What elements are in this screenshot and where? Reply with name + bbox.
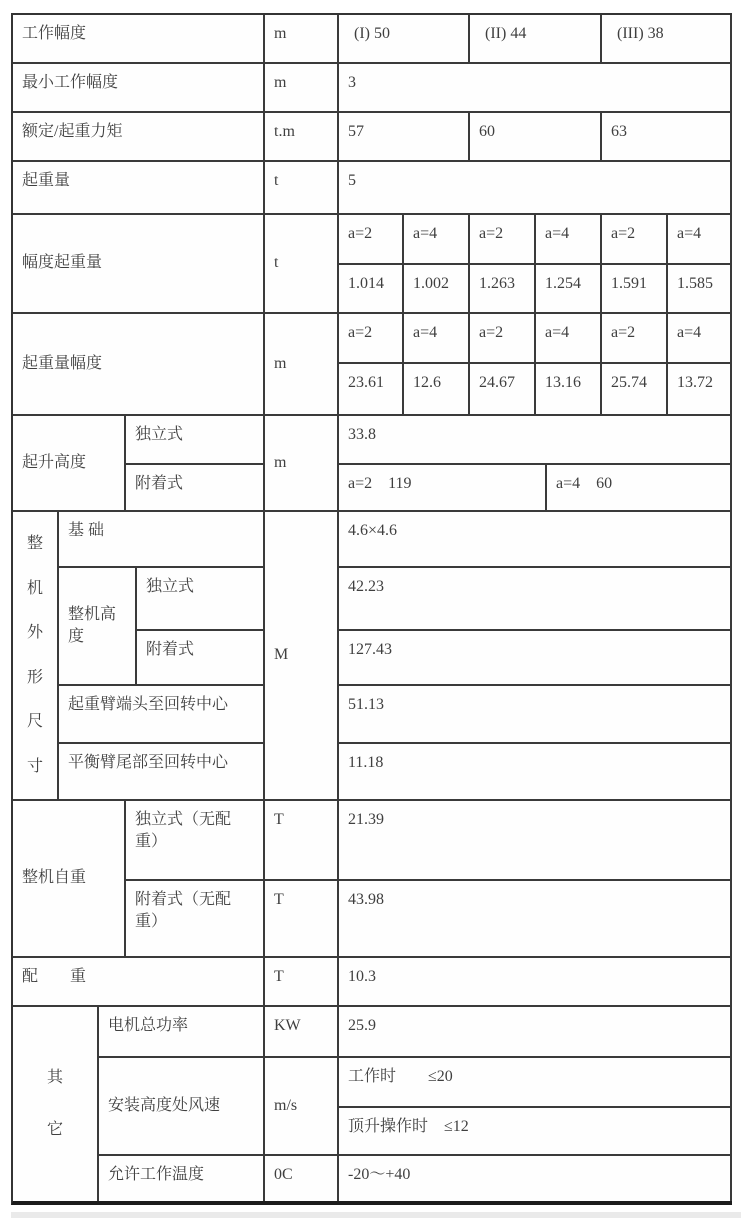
header-cell: a=2 bbox=[602, 314, 668, 364]
capacity-value: 5 bbox=[339, 162, 732, 215]
min-radius-label: 最小工作幅度 bbox=[13, 64, 265, 113]
dimensions-label-char: 寸 bbox=[26, 757, 43, 775]
row-working-radius bbox=[13, 15, 732, 64]
others-rows bbox=[99, 1007, 732, 1201]
others-label-vertical bbox=[13, 1007, 99, 1201]
dimensions-label-char: 外 bbox=[26, 624, 43, 642]
working-radius-value-2: (II) 44 bbox=[470, 15, 602, 64]
header-cell: a=2 bbox=[339, 215, 404, 265]
work-temp-label: 允许工作温度 bbox=[99, 1156, 265, 1201]
rated-moment-label: 额定/起重力矩 bbox=[13, 113, 265, 162]
others-label-char: 其 bbox=[46, 1068, 63, 1086]
value-cell: 1.263 bbox=[470, 265, 536, 314]
capacity-at-radius-headers bbox=[339, 215, 732, 265]
header-cell: a=4 bbox=[668, 314, 732, 364]
capacity-at-radius-grid bbox=[339, 215, 732, 314]
others-label-char: 它 bbox=[46, 1121, 63, 1138]
value-cell: 25.74 bbox=[602, 364, 668, 416]
self-weight-attached-row bbox=[126, 881, 732, 958]
header-cell: a=2 bbox=[470, 314, 536, 364]
self-weight-label: 整机自重 bbox=[13, 801, 126, 958]
capacity-unit: t bbox=[265, 162, 339, 215]
hoist-height-unit: m bbox=[265, 416, 339, 512]
row-overall-dimensions bbox=[13, 512, 732, 801]
machine-height-group bbox=[59, 568, 265, 686]
value-cell: 24.67 bbox=[470, 364, 536, 416]
value-cell: 13.16 bbox=[536, 364, 602, 416]
rated-moment-unit: t.m bbox=[265, 113, 339, 162]
header-cell: a=2 bbox=[339, 314, 404, 364]
machine-height-types bbox=[137, 568, 265, 686]
value-cell: 1.585 bbox=[668, 265, 732, 314]
rated-moment-value-1: 57 bbox=[339, 113, 470, 162]
motor-power-row bbox=[99, 1007, 732, 1058]
jib-value: 51.13 bbox=[339, 686, 732, 744]
capacity-at-radius-label: 幅度起重量 bbox=[13, 215, 265, 314]
machine-height-label: 整机高度 bbox=[59, 568, 137, 686]
dim-independent-label: 独立式 bbox=[137, 568, 265, 631]
radius-at-capacity-grid bbox=[339, 314, 732, 416]
value-cell: 1.002 bbox=[404, 265, 470, 314]
min-radius-unit: m bbox=[265, 64, 339, 113]
header-cell: a=4 bbox=[668, 215, 732, 265]
motor-power-value: 25.9 bbox=[339, 1007, 732, 1058]
header-cell: a=4 bbox=[404, 314, 470, 364]
header-cell: a=4 bbox=[536, 314, 602, 364]
value-cell: 23.61 bbox=[339, 364, 404, 416]
hoist-attached-label: 附着式 bbox=[126, 465, 265, 512]
radius-at-capacity-values bbox=[339, 364, 732, 416]
self-weight-independent-label: 独立式（无配重） bbox=[126, 801, 265, 881]
dimensions-label-char: 整 bbox=[26, 535, 43, 553]
row-capacity bbox=[13, 162, 732, 215]
foundation-value: 4.6×4.6 bbox=[339, 512, 732, 568]
page-bottom-edge bbox=[11, 1212, 741, 1218]
wind-speed-unit: m/s bbox=[265, 1058, 339, 1156]
self-weight-independent-value: 21.39 bbox=[339, 801, 732, 881]
wind-jacking-value: 顶升操作时 ≤12 bbox=[339, 1108, 732, 1156]
foundation-label: 基 础 bbox=[59, 512, 265, 568]
value-cell: 13.72 bbox=[668, 364, 732, 416]
header-cell: a=2 bbox=[470, 215, 536, 265]
value-cell: 1.254 bbox=[536, 265, 602, 314]
min-radius-value: 3 bbox=[339, 64, 732, 113]
self-weight-rows bbox=[126, 801, 732, 958]
self-weight-attached-label: 附着式（无配重） bbox=[126, 881, 265, 958]
dimensions-label-vertical bbox=[13, 512, 59, 801]
wind-speed-row bbox=[99, 1058, 732, 1156]
capacity-at-radius-values bbox=[339, 265, 732, 314]
counterweight-value: 10.3 bbox=[339, 958, 732, 1007]
self-weight-independent-unit: T bbox=[265, 801, 339, 881]
capacity-at-radius-unit: t bbox=[265, 215, 339, 314]
counterjib-value: 11.18 bbox=[339, 744, 732, 801]
self-weight-attached-unit: T bbox=[265, 881, 339, 958]
crane-spec-table bbox=[11, 13, 732, 1205]
radius-at-capacity-headers bbox=[339, 314, 732, 364]
row-capacity-at-radius bbox=[13, 215, 732, 314]
working-radius-value-3: (III) 38 bbox=[602, 15, 732, 64]
dimensions-label-char: 形 bbox=[26, 668, 43, 686]
header-cell: a=2 bbox=[602, 215, 668, 265]
radius-at-capacity-unit: m bbox=[265, 314, 339, 416]
self-weight-attached-value: 43.98 bbox=[339, 881, 732, 958]
hoist-height-values bbox=[339, 416, 732, 512]
rated-moment-value-3: 63 bbox=[602, 113, 732, 162]
work-temp-value: -20～+40 bbox=[339, 1156, 732, 1201]
row-hoist-height bbox=[13, 416, 732, 512]
header-cell: a=4 bbox=[404, 215, 470, 265]
row-counterweight bbox=[13, 958, 732, 1007]
row-min-radius bbox=[13, 64, 732, 113]
radius-at-capacity-label: 起重量幅度 bbox=[13, 314, 265, 416]
hoist-independent-label: 独立式 bbox=[126, 416, 265, 465]
value-cell: 12.6 bbox=[404, 364, 470, 416]
self-weight-independent-row bbox=[126, 801, 732, 881]
wind-speed-label: 安装高度处风速 bbox=[99, 1058, 265, 1156]
counterjib-label: 平衡臂尾部至回转中心 bbox=[59, 744, 265, 801]
row-rated-moment bbox=[13, 113, 732, 162]
row-radius-at-capacity bbox=[13, 314, 732, 416]
hoist-attached-a4: a=4 60 bbox=[547, 465, 732, 512]
motor-power-label: 电机总功率 bbox=[99, 1007, 265, 1058]
hoist-independent-value: 33.8 bbox=[339, 416, 732, 465]
working-radius-unit: m bbox=[265, 15, 339, 64]
dimensions-values bbox=[339, 512, 732, 801]
hoist-height-types bbox=[126, 416, 265, 512]
jib-label: 起重臂端头至回转中心 bbox=[59, 686, 265, 744]
dimensions-label-char: 机 bbox=[26, 579, 43, 597]
counterweight-label: 配 重 bbox=[13, 958, 265, 1007]
hoist-attached-a2: a=2 119 bbox=[339, 465, 547, 512]
dim-attached-value: 127.43 bbox=[339, 631, 732, 686]
wind-speed-values bbox=[339, 1058, 732, 1156]
motor-power-unit: KW bbox=[265, 1007, 339, 1058]
capacity-label: 起重量 bbox=[13, 162, 265, 215]
working-radius-value-1: (I) 50 bbox=[339, 15, 470, 64]
hoist-attached-values bbox=[339, 465, 732, 512]
dimensions-unit: M bbox=[265, 512, 339, 801]
value-cell: 1.014 bbox=[339, 265, 404, 314]
row-self-weight bbox=[13, 801, 732, 958]
work-temp-row bbox=[99, 1156, 732, 1201]
value-cell: 1.591 bbox=[602, 265, 668, 314]
working-radius-label: 工作幅度 bbox=[13, 15, 265, 64]
rated-moment-value-2: 60 bbox=[470, 113, 602, 162]
dimensions-label-char: 尺 bbox=[26, 713, 43, 731]
dim-attached-label: 附着式 bbox=[137, 631, 265, 686]
counterweight-unit: T bbox=[265, 958, 339, 1007]
row-others bbox=[13, 1007, 732, 1201]
dim-independent-value: 42.23 bbox=[339, 568, 732, 631]
work-temp-unit: 0C bbox=[265, 1156, 339, 1201]
header-cell: a=4 bbox=[536, 215, 602, 265]
hoist-height-label: 起升高度 bbox=[13, 416, 126, 512]
dimensions-sublabels bbox=[59, 512, 265, 801]
wind-working-value: 工作时 ≤20 bbox=[339, 1058, 732, 1108]
